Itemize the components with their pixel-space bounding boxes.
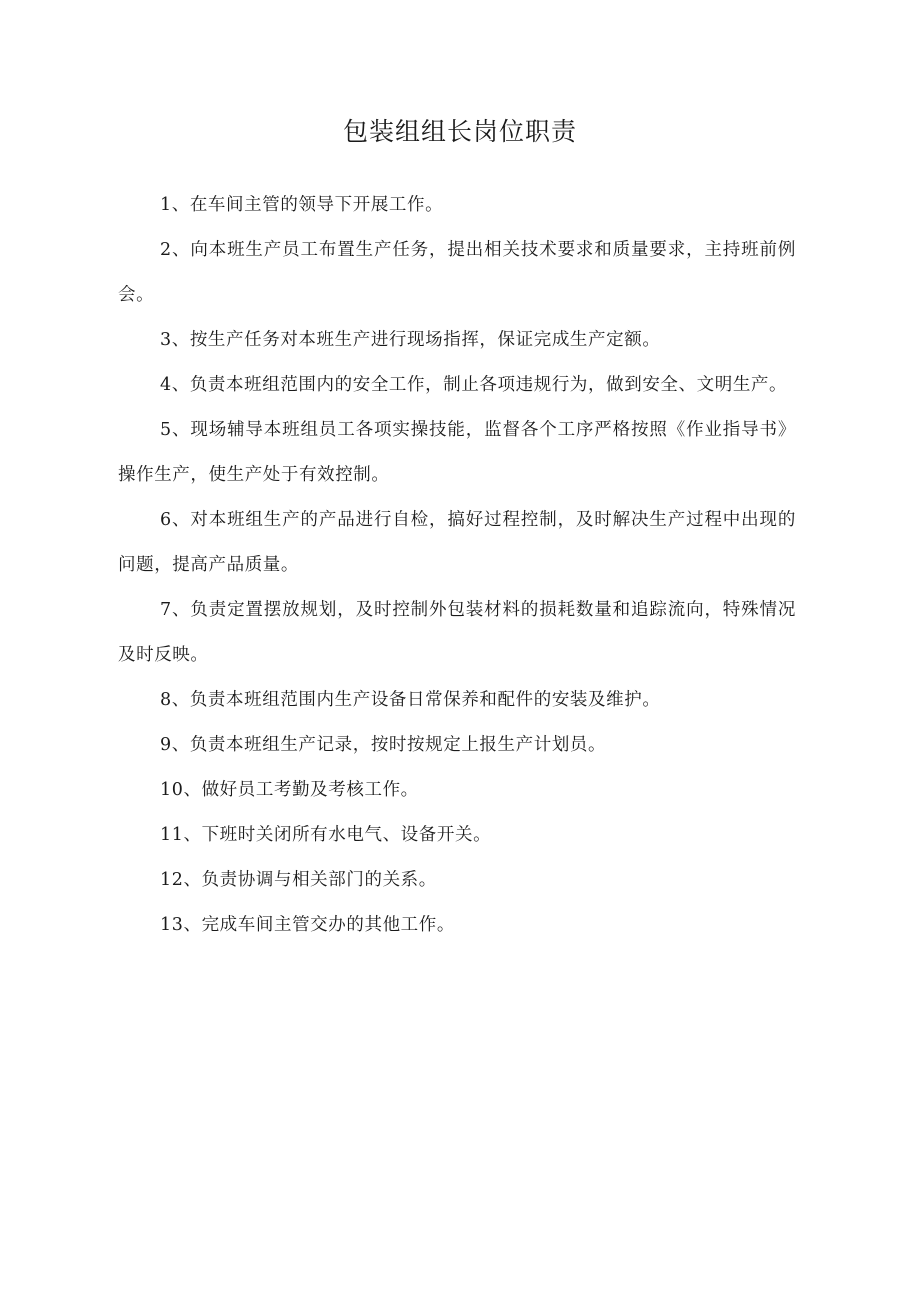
duty-item: 8、负责本班组范围内生产设备日常保养和配件的安装及维护。	[160, 690, 661, 710]
duty-item: 3、按生产任务对本班生产进行现场指挥，保证完成生产定额。	[160, 330, 661, 350]
duty-item: 4、负责本班组范围内的安全工作，制止各项违规行为，做到安全、文明生产。	[160, 375, 788, 395]
duty-item: 11、下班时关闭所有水电气、设备开关。	[160, 825, 492, 845]
duty-item: 10、做好员工考勤及考核工作。	[160, 780, 419, 800]
duty-item: 12、负责协调与相关部门的关系。	[160, 870, 437, 890]
duty-item: 2、向本班生产员工布置生产任务，提出相关技术要求和质量要求，主持班前例会。	[118, 240, 796, 305]
duty-item: 9、负责本班组生产记录，按时按规定上报生产计划员。	[160, 735, 607, 755]
duty-item: 5、现场辅导本班组员工各项实操技能，监督各个工序严格按照《作业指导书》操作生产，使生产处于有效控制。	[118, 420, 796, 485]
document-title: 包装组组长岗位职责	[342, 117, 577, 146]
duty-list	[118, 183, 796, 948]
duty-item: 1、在车间主管的领导下开展工作。	[160, 195, 444, 215]
duty-item: 6、对本班组生产的产品进行自检，搞好过程控制，及时解决生产过程中出现的问题，提高产品质量。	[118, 510, 796, 575]
duty-item: 13、完成车间主管交办的其他工作。	[160, 915, 455, 935]
duty-item: 7、负责定置摆放规划，及时控制外包装材料的损耗数量和追踪流向，特殊情况及时反映。	[118, 600, 796, 665]
